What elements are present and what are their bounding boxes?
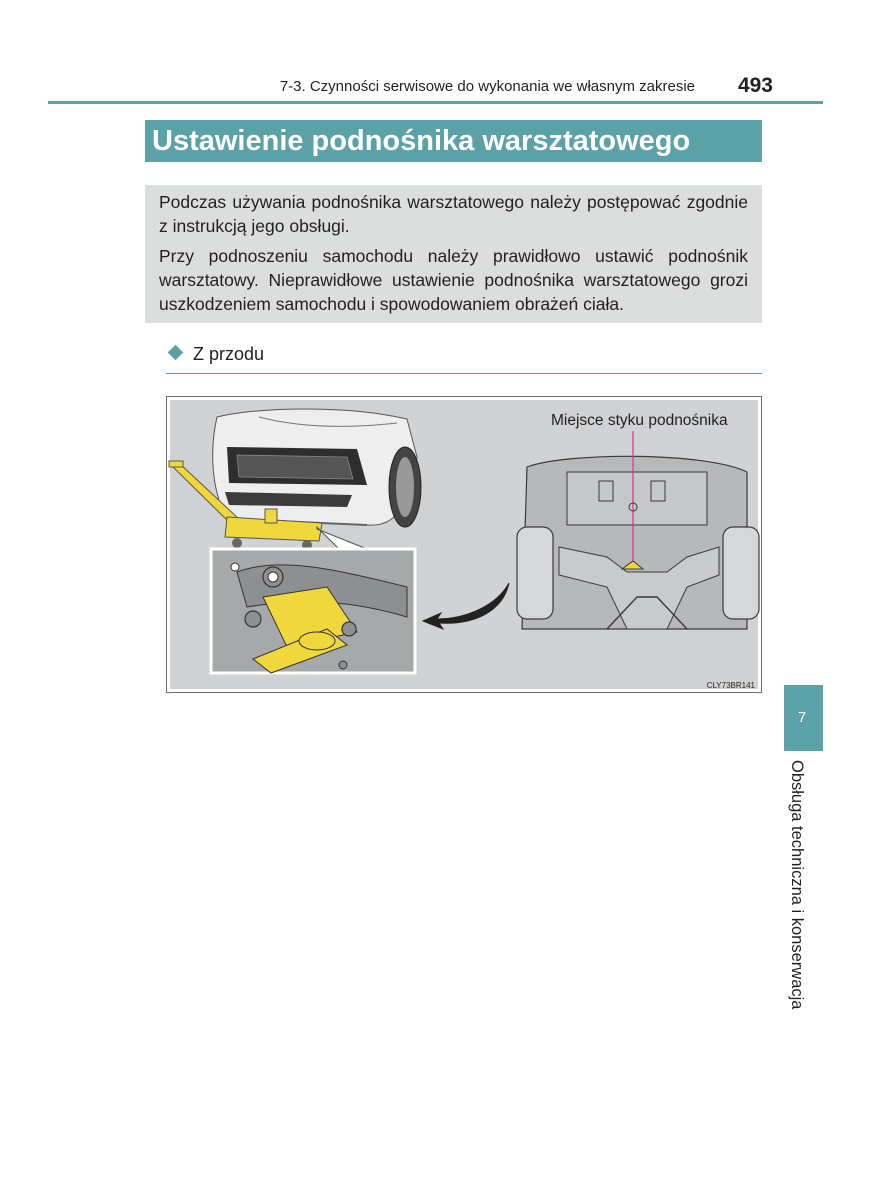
subsection-heading-label: Z przodu [193,344,265,364]
notice-box [145,185,762,323]
section-title: Ustawienie podnośnika warsztatowego [145,120,762,162]
page-number: 493 [737,74,773,97]
diamond-bullet-icon [168,345,184,361]
notice-paragraph-2: Przy podnoszeniu samochodu należy prawidłowo ustawić podnośnik warsztatowy. Nieprawidłowe ustawienie podnośnika warsztatowego grozi uszkodzeniem samochodu i spowodowaniem obrażeń ciała. [159,246,748,314]
curved-arrow-icon [423,583,509,629]
notice-paragraph-1: Podczas używania podnośnika warsztatowego należy postępować zgodnie z instrukcją jego obsługi. [159,192,748,236]
figure-illustration [167,397,761,692]
chapter-number: 7 [797,709,807,726]
figure-code: CLY73BR141 [706,681,755,690]
subsection-heading [166,342,762,374]
detail-closeup [211,549,415,673]
underbody-illustration [517,431,759,629]
chapter-title: Obsługa techniczna i konserwacja [788,760,806,1010]
chapter-tab [784,685,823,751]
running-header: 7-3. Czynności serwisowe do wykonania we własnym zakresie [279,78,695,95]
header-rule [48,101,823,104]
jack-placement-figure [166,396,762,693]
contact-point-label: Miejsce styku podnośnika [551,412,728,429]
car-front-illustration [213,409,421,527]
